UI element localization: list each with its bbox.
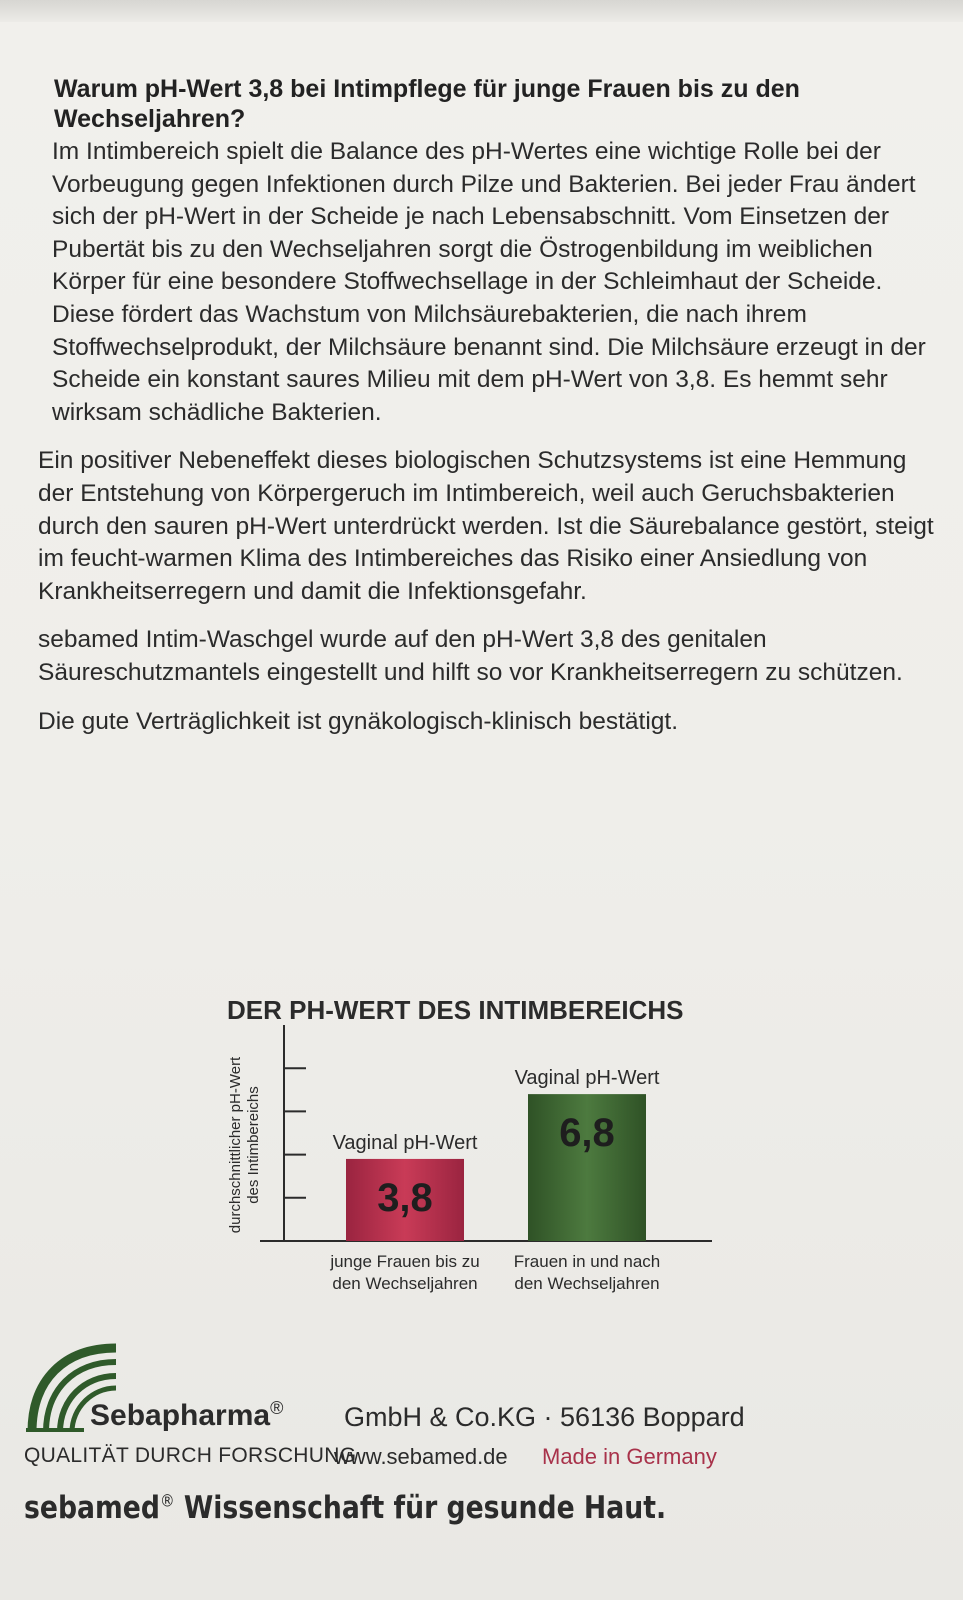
y-axis-label-line2: des Intimbereichs <box>245 1086 262 1204</box>
ph-chart <box>210 985 770 1325</box>
x-category-label-1-line-2: den Wechseljahren <box>332 1274 478 1293</box>
x-category-label-1-line-1: junge Frauen bis zu <box>330 1252 480 1271</box>
bar-caption-1: Vaginal pH-Wert <box>332 1131 478 1154</box>
slogan-brand: sebamed <box>24 1490 160 1526</box>
x-category-label-2-line-2: den Wechseljahren <box>514 1274 660 1293</box>
chart-title: DER PH-WERT DES INTIMBEREICHS <box>227 995 684 1026</box>
article-paragraph-2: Ein positiver Nebeneffekt dieses biologischen Schutzsystems ist eine Hemmung der Entstehung von Körpergeruch im Intimbereich, weil auch Geruchsbakterien durch den sauren pH-Wert unterdrückt werden. Ist die Säurebalance gestört, steigt im feucht-warmen Klima des Intimbereiches das Risiko einer Ansiedlung von Krankheitserregern und damit die Infektionsgefahr. <box>38 447 934 605</box>
website-link[interactable]: www.sebamed.de <box>334 1444 508 1469</box>
slogan-text: Wissenschaft für gesunde Haut. <box>183 1490 667 1526</box>
made-in-germany: Made in Germany <box>542 1444 717 1469</box>
article-paragraph-1: Im Intimbereich spielt die Balance des pH-Wertes eine wichtige Rolle bei der Vorbeugung gegen Infektionen durch Pilze und Bakterien. Bei jeder Frau ändert sich der pH-Wert in der Scheide je nach Lebensabschnitt. Vom Einsetzen der Pubertät bis zu den Wechseljahren sorgt die Östrogenbildung im weiblichen Körper für eine besondere Stoffwechsellage in der Schleimhaut der Scheide. Diese fördert das Wachstum von Milchsäurebakterien, die nach ihrem Stoffwechselprodukt, der Milchsäure benannt sind. Die Milchsäure erzeugt in der Scheide ein konstant saures Milieu mit dem pH-Wert von 3,8. Es hemmt sehr wirksam schädliche Bakterien. <box>52 138 926 426</box>
article-paragraph-4: Die gute Verträglichkeit ist gynäkologisch-klinisch bestätigt. <box>38 707 679 735</box>
company-address: GmbH & Co.KG · 56136 Boppard <box>344 1402 745 1432</box>
slogan-registered-mark: ® <box>159 1491 175 1512</box>
tagline: QUALITÄT DURCH FORSCHUNG <box>24 1444 357 1467</box>
footer <box>24 1340 944 1590</box>
bar-value-label-1: 3,8 <box>377 1175 433 1220</box>
article-heading: Warum pH-Wert 3,8 bei Intimpflege für junge Frauen bis zu den Wechseljahren? <box>54 75 800 133</box>
y-axis-label-line1: durchschnittlicher pH-Wert <box>227 1056 244 1234</box>
company-name <box>90 1398 283 1433</box>
bar-caption-2: Vaginal pH-Wert <box>514 1067 660 1090</box>
article <box>38 74 938 754</box>
company-name-text: Sebapharma <box>90 1399 271 1432</box>
ph-chart-svg <box>210 985 770 1325</box>
registered-mark: ® <box>270 1398 284 1418</box>
package-top-flap <box>0 0 963 22</box>
x-category-label-2-line-1: Frauen in und nach <box>513 1252 661 1271</box>
bar-value-label-2: 6,8 <box>559 1111 615 1156</box>
brand-slogan <box>24 1490 666 1526</box>
article-paragraph-3: sebamed Intim-Waschgel wurde auf den pH-Wert 3,8 des genitalen Säureschutzmantels eingestellt und hilft so vor Krankheitserregern zu schützen. <box>38 626 903 686</box>
